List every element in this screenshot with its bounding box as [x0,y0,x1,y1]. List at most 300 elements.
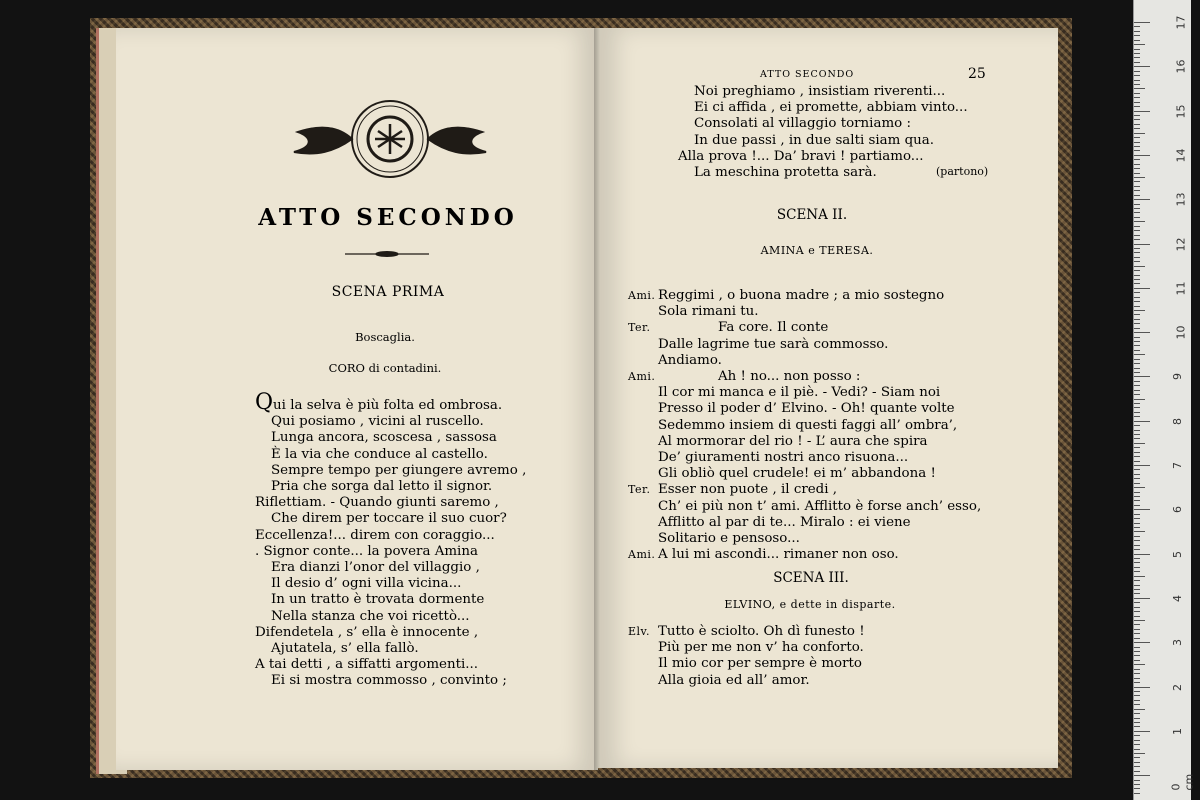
ruler-tick [1134,571,1140,572]
ruler-tick [1134,660,1140,661]
dialogue-text: Più per me non v’ ha conforto. [658,640,864,656]
ruler-tick [1134,669,1140,670]
speaker-label [628,337,658,353]
ruler-tick [1134,576,1145,577]
dialogue-text: Andiamo. [658,352,722,368]
dialogue-line [628,531,988,547]
ruler-tick [1134,629,1140,630]
verse-line: È la via che conduce al castello. [271,446,488,462]
ruler-tick [1134,394,1140,395]
ruler-tick [1134,753,1145,754]
chorus-label: CORO di contadini. [328,361,442,375]
dialogue-line [628,515,988,531]
ruler-tick [1134,146,1140,147]
ruler-tick [1134,775,1150,776]
dialogue-line [628,369,988,385]
ruler-tick [1134,190,1140,191]
ruler-tick [1134,40,1140,41]
ruler-tick [1134,465,1150,466]
ruler-tick [1134,447,1140,448]
ruler-tick [1134,514,1140,515]
ruler-tick [1134,168,1140,169]
ruler-tick [1134,496,1140,497]
ruler-tick [1134,106,1140,107]
dialogue-line [628,466,988,482]
ruler-tick [1134,71,1140,72]
speaker-label: Ter. [628,483,651,497]
ruler-tick [1134,682,1140,683]
ruler-tick [1134,133,1145,134]
ruler-number: 2 [1171,683,1184,691]
ruler-tick [1134,84,1140,85]
ruler-tick [1134,540,1140,541]
stage-direction: (partono) [936,165,989,178]
ruler-tick [1134,261,1140,262]
speaker-label [628,515,658,531]
ruler-tick [1134,478,1140,479]
speaker-label [628,304,658,320]
dialogue-text: Il cor mi manca e il piè. - Vedi? - Siam noi [658,385,941,401]
scene-heading: SCENA PRIMA [331,284,445,300]
ruler-tick [1134,527,1140,528]
ruler-tick [1134,709,1145,710]
ruler-tick [1134,248,1140,249]
dialogue-text: Fa core. Il conte [718,320,829,336]
ruler-tick [1134,244,1150,245]
ruler-tick [1134,345,1140,346]
ruler-tick [1134,655,1140,656]
ruler-tick [1134,119,1140,120]
ruler-tick [1134,536,1140,537]
ruler-tick [1134,611,1140,612]
ruler-tick [1134,150,1140,151]
ruler-number: 3 [1171,639,1184,647]
ornament-vignette [286,96,494,182]
ruler-tick [1134,310,1145,311]
dialogue-line [628,288,988,304]
verse-line: A tai detti , a siffatti argomenti... [255,657,479,673]
dialogue-line [628,547,988,563]
ruler-tick [1134,115,1140,116]
ruler-tick [1134,518,1140,519]
ruler-tick [1134,421,1150,422]
ruler-tick [1134,275,1140,276]
ruler-tick [1134,647,1140,648]
ruler-tick [1134,62,1140,63]
ruler-tick [1134,788,1140,789]
ruler-number: 15 [1174,104,1188,119]
ruler-tick [1134,283,1140,284]
speaker-label: Ami. [628,289,656,302]
dialogue-line [628,656,988,672]
verse-line: La meschina protetta sarà. [694,165,877,181]
ruler-tick [1134,173,1140,174]
ruler-tick [1134,372,1140,373]
ruler-tick [1134,332,1150,333]
ruler-tick [1134,434,1140,435]
ruler-number: 10 [1174,325,1188,340]
ruler-tick [1134,762,1140,763]
ruler-tick [1134,66,1150,67]
ruler-tick [1134,266,1145,267]
ruler-tick [1134,57,1140,58]
ruler-tick [1134,651,1140,652]
ruler-number: 14 [1174,148,1188,163]
ruler-tick [1134,403,1140,404]
ruler-tick [1134,288,1150,289]
speaker-label [628,353,658,369]
ruler-number: 9 [1171,373,1184,381]
ruler-tick [1134,376,1150,377]
ruler-tick [1134,673,1140,674]
dialogue-text: Afflitto al par di te... Miralo : ei viene [658,514,911,530]
ruler-number: 11 [1174,281,1188,296]
ruler-tick [1134,181,1140,182]
ruler-tick [1134,354,1145,355]
dialogue-line [628,353,988,369]
verse-line: Il desio d’ ogni villa vicina... [271,576,462,592]
ruler-tick [1134,177,1145,178]
speaker-label [628,450,658,466]
ruler-tick [1134,142,1140,143]
ruler-tick [1134,297,1140,298]
dialogue-line [628,673,988,689]
verse-line: Ajutatela, s’ ella fallò. [271,641,419,657]
drop-cap: Q [255,390,274,415]
ruler-tick [1134,691,1140,692]
ruler-tick [1134,159,1140,160]
ruler-tick [1134,337,1140,338]
ruler-tick [1134,740,1140,741]
verse-line: Nella stanza che voi ricettò... [271,608,470,624]
ruler-tick [1134,744,1140,745]
dialogue-text: Il mio cor per sempre è morto [658,656,862,672]
ruler-tick [1134,164,1140,165]
ruler-tick [1134,399,1145,400]
ruler-tick [1134,359,1140,360]
ruler-tick [1134,456,1140,457]
ruler-tick [1134,523,1140,524]
speaker-label [628,656,658,672]
ruler-tick [1134,208,1140,209]
ruler-tick [1134,593,1140,594]
ruler-tick [1134,412,1140,413]
dialogue-line [628,450,988,466]
ruler-tick [1134,461,1140,462]
ruler-tick [1134,75,1140,76]
ruler-tick [1134,53,1140,54]
dialogue-text: Ch’ ei più non t’ ami. Afflitto è forse anch’ esso, [658,498,982,514]
ruler-tick [1134,731,1150,732]
dialogue-line [628,624,988,640]
dialogue-line [628,385,988,401]
characters-3: ELVINO, e dette in disparte. [724,598,896,611]
speaker-label [628,499,658,515]
book-gutter [594,28,600,770]
ruler-tick [1134,350,1140,351]
ruler-tick [1134,44,1145,45]
speaker-label: Ami. [628,370,656,384]
ruler-tick [1134,235,1140,236]
ruler-tick [1134,35,1140,36]
ruler-tick [1134,292,1140,293]
dialogue-text: Tutto è sciolto. Oh dì funesto ! [658,624,865,639]
ruler-tick [1134,549,1140,550]
ruler-tick [1134,102,1140,103]
ruler-tick [1134,385,1140,386]
verse-line: Sempre tempo per giungere avremo , [271,462,527,478]
ruler-tick [1134,722,1140,723]
ruler-tick [1134,624,1140,625]
ruler-tick [1134,252,1140,253]
ruler-tick [1134,314,1140,315]
ruler-tick [1134,279,1140,280]
ruler-tick [1134,199,1150,200]
dialogue-text: Reggimi , o buona madre ; a mio sostegno [658,288,945,303]
dialogue-scene-2 [628,288,988,563]
ruler-tick [1134,301,1140,302]
ruler-tick [1134,602,1140,603]
verse-line: Che direm per toccare il suo cuor? [271,511,507,527]
speaker-label [628,640,658,656]
verse-line: Riflettiam. - Quando giunti saremo , [255,495,499,511]
ruler-tick [1134,487,1145,488]
ruler-tick [1134,204,1140,205]
dialogue-text: Sola rimani tu. [658,304,759,320]
ruler-tick [1134,505,1140,506]
dialogue-text: Sedemmo insiem di questi faggi all’ ombra’, [658,417,958,433]
dialogue-text: Al mormorar del rio ! - L’ aura che spira [658,433,928,449]
dialogue-text: Esser non puote , il credi , [658,482,838,498]
ruler-number: 4 [1171,594,1184,602]
ruler-tick [1134,31,1140,32]
ruler-tick [1134,469,1140,470]
ruler-tick [1134,270,1140,271]
dialogue-text: Alla gioia ed all’ amor. [658,672,810,688]
dialogue-text: Ah ! no... non posso : [718,369,861,385]
ruler-number: 6 [1171,506,1184,514]
dialogue-line [628,482,988,498]
ruler-number: 5 [1171,550,1184,558]
ruler-tick [1134,554,1150,555]
ruler-tick [1134,368,1140,369]
verse-line: Consolati al villaggio torniamo : [694,116,911,132]
ruler-tick [1134,97,1140,98]
dialogue-line [628,320,988,336]
ruler-tick [1134,452,1140,453]
verse-line: Alla prova !... Da’ bravi ! partiamo... [678,148,924,164]
chorus-verse-continued [678,84,978,181]
dialogue-text: De’ giuramenti nostri anco risuona... [658,450,909,466]
ruler-tick [1134,230,1140,231]
ruler-tick [1134,381,1140,382]
verse-line: In due passi , in due salti siam qua. [694,132,935,148]
ruler-tick [1134,49,1140,50]
verse-line: Eccellenza!... direm con coraggio... [255,527,495,543]
ruler-tick [1134,195,1140,196]
dialogue-text: Presso il poder d’ Elvino. - Oh! quante volte [658,401,955,417]
dialogue-line [628,337,988,353]
ruler-tick [1134,226,1140,227]
ruler-tick [1134,531,1145,532]
ruler-tick [1134,407,1140,408]
act-title: ATTO SECONDO [258,204,518,231]
speaker-label [628,673,658,689]
running-head: ATTO SECONDO [760,69,855,80]
ruler-number: 12 [1174,237,1188,251]
ruler-tick [1134,713,1140,714]
speaker-label [628,385,658,401]
dialogue-text: A lui mi ascondi... rimaner non oso. [658,547,899,563]
ruler-tick [1134,757,1140,758]
ruler-tick [1134,580,1140,581]
speaker-label [628,531,658,547]
ruler-tick [1134,704,1140,705]
verse-line: Noi preghiamo , insistiam riverenti... [694,84,946,99]
ruler-tick [1134,562,1140,563]
ruler-tick [1134,124,1140,125]
ruler-tick [1134,780,1140,781]
ruler-tick [1134,509,1150,510]
scene-heading-2: SCENA II. [776,207,848,223]
ruler-tick [1134,363,1140,364]
ruler-number: 7 [1171,462,1184,469]
ruler-tick [1134,638,1140,639]
ruler-tick [1134,257,1140,258]
verse-line: Ei si mostra commosso , convinto ; [271,673,507,689]
dialogue-line [628,640,988,656]
ruler-tick [1134,438,1140,439]
verse-line: Qui posiamo , vicini al ruscello. [271,414,484,430]
speaker-label: Elv. [628,625,650,638]
verse-line: In un tratto è trovata dormente [271,592,485,608]
ruler-tick [1134,111,1150,112]
ruler-tick [1134,341,1140,342]
ruler-tick [1134,616,1140,617]
ruler-tick [1134,425,1140,426]
ruler-tick [1134,589,1140,590]
ruler-tick [1134,726,1140,727]
ruler-tick [1134,474,1140,475]
scene-setting: Boscaglia. [355,330,415,344]
page-number: 25 [968,66,986,82]
ruler-tick [1134,620,1145,621]
ruler-tick [1134,678,1140,679]
dialogue-text: Solitario e pensoso... [658,531,800,547]
ruler-number: 8 [1171,417,1184,425]
ruler-tick [1134,718,1140,719]
dialogue-line [628,418,988,434]
verse-line: Era dianzi l’onor del villaggio , [271,560,480,576]
dialogue-line [628,434,988,450]
ruler-tick [1134,545,1140,546]
ruler-tick [1134,26,1140,27]
ruler-tick [1134,567,1140,568]
ruler-tick [1134,664,1145,665]
ruler-tick [1134,93,1140,94]
ruler-tick [1134,88,1145,89]
ruler-tick [1134,687,1150,688]
scene-heading-3: SCENA III. [773,570,849,586]
ruler-tick [1134,735,1140,736]
dialogue-line [628,401,988,417]
verse-line: Qui la selva è più folta ed ombrosa. [255,390,503,415]
ruler-tick [1134,390,1140,391]
speaker-label [628,401,658,417]
ruler-tick [1134,212,1140,213]
dialogue-line [628,499,988,515]
ruler-tick [1134,771,1140,772]
ruler-number: 0 cm [1169,773,1196,791]
verse-line: Difendetela , s’ ella è innocente , [255,624,479,640]
ruler-tick [1134,443,1145,444]
ruler-tick [1134,642,1150,643]
dialogue-scene-3 [628,624,988,689]
ruler-tick [1134,217,1140,218]
measurement-ruler [1133,0,1196,800]
verse-line: Pria che sorga dal letto il signor. [271,479,493,495]
ruler-tick [1134,430,1140,431]
ruler-tick [1134,633,1140,634]
ruler-tick [1134,416,1140,417]
chorus-verse [255,390,555,690]
ruler-tick [1134,558,1140,559]
decorative-rule [345,250,429,258]
ruler-tick [1134,137,1140,138]
ruler-tick [1134,483,1140,484]
ruler-number: 13 [1174,192,1188,207]
ruler-tick [1134,155,1150,156]
ruler-tick [1134,128,1140,129]
ruler-tick [1134,221,1145,222]
ruler-tick [1134,607,1140,608]
ruler-tick [1134,749,1140,750]
ruler-number: 17 [1174,15,1188,30]
ruler-tick [1134,500,1140,501]
ruler-tick [1134,695,1140,696]
ruler-tick [1134,80,1140,81]
ruler-tick [1134,22,1150,23]
ruler-tick [1134,700,1140,701]
dialogue-text: Dalle lagrime tue sarà commosso. [658,336,889,352]
speaker-label [628,418,658,434]
ruler-tick [1134,306,1140,307]
speaker-label [628,466,658,482]
ruler-tick [1134,766,1140,767]
ruler-tick [1134,323,1140,324]
ruler-tick [1134,793,1140,794]
ruler-tick [1134,492,1140,493]
speaker-label [628,434,658,450]
ruler-tick [1134,598,1150,599]
ruler-tick [1134,784,1140,785]
dialogue-text: Gli obliò quel crudele! ei m’ abbandona ! [658,466,936,482]
dialogue-line [628,304,988,320]
ruler-tick [1134,585,1140,586]
ruler-tick [1134,328,1140,329]
verse-line: Lunga ancora, scoscesa , sassosa [271,430,497,446]
ruler-number: 1 [1171,727,1184,735]
speaker-label: Ter. [628,321,651,335]
verse-line: . Signor conte... la povera Amina [255,543,478,559]
ruler-tick [1134,319,1140,320]
verse-line: Ei ci affida , ei promette, abbiam vinto... [694,100,968,116]
ruler-tick [1134,239,1140,240]
ruler-tick [1134,186,1140,187]
characters-2: AMINA e TERESA. [760,244,874,257]
ruler-number: 16 [1174,59,1188,74]
speaker-label: Ami. [628,548,656,562]
